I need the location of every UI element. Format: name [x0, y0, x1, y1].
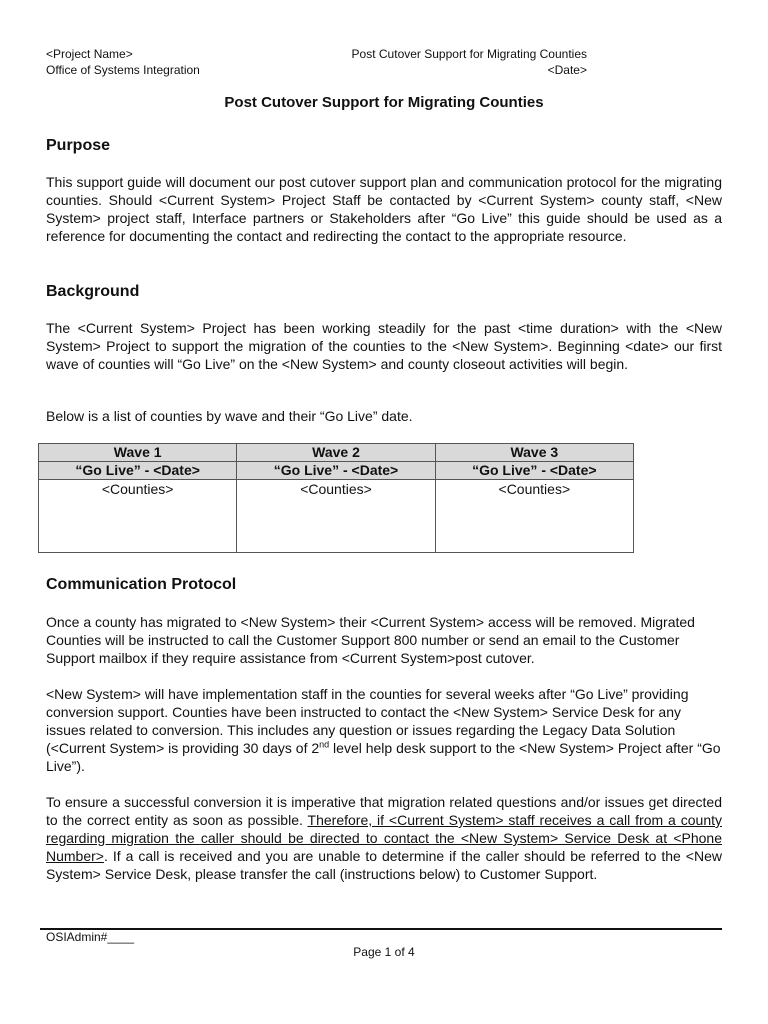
communication-heading: Communication Protocol: [46, 576, 237, 593]
page-number: Page 1 of 4: [353, 945, 415, 959]
wave-3-date: “Go Live” - <Date>: [435, 462, 633, 480]
header-doc-title: Post Cutover Support for Migrating Counties: [351, 47, 587, 61]
footer-divider: [40, 928, 722, 930]
ordinal-suffix: nd: [319, 739, 330, 750]
communication-paragraph-2: [46, 685, 722, 775]
waves-date-row: [39, 462, 634, 480]
communication-paragraph-3: [46, 793, 722, 883]
background-table-intro: Below is a list of counties by wave and their “Go Live” date.: [46, 408, 413, 424]
wave-3-counties: <Counties>: [435, 480, 633, 553]
wave-1-counties: <Counties>: [39, 480, 237, 553]
communication-paragraph-1: Once a county has migrated to <New System> their <Current System> access will be removed. Migrated Counties will be instructed to call the Customer Support 800 number or send an email to the Customer Support mailbox if they require assistance from <Current System>post cutover.: [46, 614, 695, 666]
background-paragraph: The <Current System> Project has been working steadily for the past <time duration> with the <New System> Project to support the migration of the counties to the <New System>. Beginning <date> our first wave of counties will “Go Live” on the <New System> and county closeout activities will begin.: [46, 320, 722, 372]
wave-2-counties: <Counties>: [237, 480, 435, 553]
header-left: [46, 46, 200, 78]
project-name: <Project Name>: [46, 47, 133, 61]
waves-table: [38, 443, 634, 553]
wave-1-header: Wave 1: [39, 444, 237, 462]
header-date: <Date>: [547, 63, 587, 77]
footer-admin-code: OSIAdmin#____: [46, 930, 135, 944]
office-name: Office of Systems Integration: [46, 63, 200, 77]
page-title: Post Cutover Support for Migrating Counties: [224, 94, 544, 111]
header-right: [352, 46, 587, 78]
background-heading: Background: [46, 283, 140, 300]
purpose-heading: Purpose: [46, 137, 111, 154]
purpose-paragraph: This support guide will document our post cutover support plan and communication protocol for the migrating counties. Should <Current System> Project Staff be contacted by <Current System> county staff, <New System> project staff, Interface partners or Stakeholders after “Go Live” this guide should be used as a reference for documenting the contact and redirecting the contact to the appropriate resource.: [46, 174, 722, 244]
wave-2-header: Wave 2: [237, 444, 435, 462]
wave-3-header: Wave 3: [435, 444, 633, 462]
communication-paragraph-2-part-a: <New System> will have implementation staff in the counties for several weeks after “Go Live” providing conversion support. Counties have been instructed to contact the <New System> Service Desk for any issues related to conversion. This includes any question or issues regarding the Legacy Data Solution (<Current System> is providing 30 days of 2: [46, 686, 689, 756]
communication-paragraph-3-part-a: To ensure a successful conversion it is imperative that migration related questions and/or issues get directed to the correct entity as soon as possible.: [46, 794, 722, 828]
wave-1-date: “Go Live” - <Date>: [39, 462, 237, 480]
waves-header-row: [39, 444, 634, 462]
communication-paragraph-3-underlined: Therefore, if <Current System> staff receives a call from a county regarding migration the caller should be directed to contact the <New System> Service Desk at <Phone Number>: [46, 812, 722, 864]
waves-counties-row: [39, 480, 634, 553]
communication-paragraph-3-part-b: . If a call is received and you are unable to determine if the caller should be referred to the <New System> Service Desk, please transfer the call (instructions below) to Customer Support.: [46, 848, 722, 882]
wave-2-date: “Go Live” - <Date>: [237, 462, 435, 480]
communication-paragraph-2-part-b: level help desk support to the <New System> Project after “Go Live”).: [46, 740, 721, 774]
